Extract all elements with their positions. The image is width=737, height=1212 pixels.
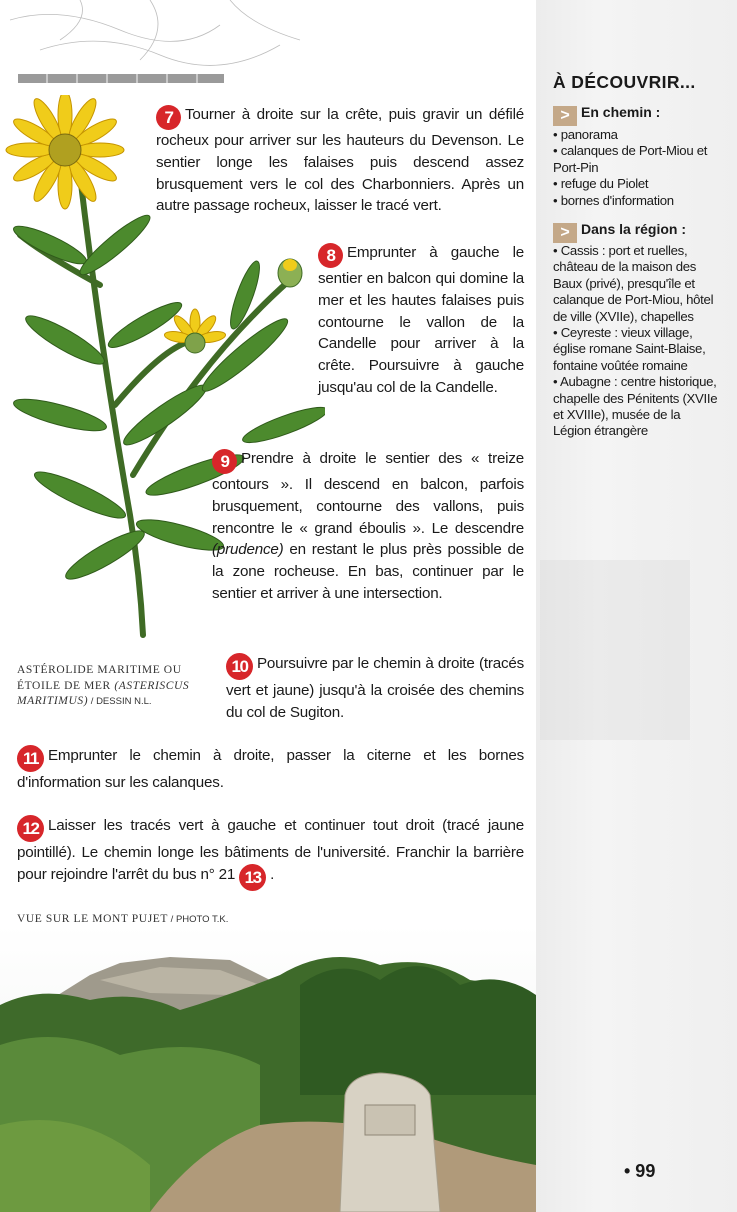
step-number-badge: 8 (318, 243, 343, 268)
step-text: Tourner à droite sur la crête, puis gravir un défilé rocheux pour arriver sur les hauteurs du Devenson. Le sentier longe les falaises puis descend assez brusquement vers le col des Charbonniers. Après un autre passage rocheux, laisser le tracé vert. (156, 106, 524, 215)
step-7 (156, 104, 524, 217)
step-number-badge: 9 (212, 449, 237, 474)
caption-credit: / DESSIN N.L. (88, 696, 152, 707)
step-text: Emprunter à gauche le sentier en balcon qui domine la mer et les hautes falaises puis contourne le vallon de la Candelle pour arriver à la crête. Poursuivre à gauche jusqu'au col de la Candelle. (318, 244, 524, 396)
chevron-icon: > (553, 106, 577, 126)
step-number-badge: 7 (156, 105, 181, 130)
section-heading-label: En chemin : (581, 104, 661, 120)
section-heading-label: Dans la région : (581, 221, 687, 237)
sidebar-list-dans-la-region (553, 243, 718, 440)
step-number-badge: 11 (17, 745, 44, 772)
step-text: Emprunter le chemin à droite, passer la citerne et les bornes d'information sur les calanques. (17, 747, 524, 791)
step-number-badge: 13 (239, 864, 266, 891)
step-number-badge: 12 (17, 815, 44, 842)
list-item: • refuge du Piolet (553, 176, 718, 192)
step-text-emphasis: (prudence) (212, 541, 284, 559)
chevron-icon: > (553, 223, 577, 243)
page-number: • 99 (624, 1161, 656, 1181)
list-item: • Cassis : port et ruelles, château de la maison des Baux (privé), presqu'île et calanque de Port-Miou, hôtel de ville (XVIIe), chapelles (553, 243, 718, 325)
list-item: • Aubagne : centre historique, chapelle des Pénitents (XVIIe et XVIIIe), musée de la Légion étrangère (553, 374, 718, 440)
step-9 (212, 448, 524, 605)
caption-credit: / PHOTO T.K. (168, 914, 229, 925)
step-11 (17, 745, 524, 794)
caption-text: ASTÉROLIDE MARITIME OU ÉTOILE DE MER (17, 664, 182, 692)
list-item: • bornes d'information (553, 193, 718, 209)
caption-text: VUE SUR LE MONT PUJET (17, 913, 169, 925)
step-text: Prendre à droite le sentier des « treize contours ». Il descend en balcon, parfois brusquement, contourne des vallons, puis rencontre le « grand éboulis ». Le descendre (212, 450, 524, 537)
step-text: . (270, 865, 275, 883)
step-8 (318, 242, 524, 399)
step-10 (226, 653, 524, 724)
step-text: Laisser les tracés vert à gauche et continuer tout droit (tracé jaune pointillé). Le chemin longe les bâtiments de l'université. Franchir la barrière pour rejoindre l'arrêt du bus n° 21 (17, 817, 524, 883)
sketch-illustration (0, 0, 330, 70)
section-rule (18, 74, 224, 83)
mont-pujet-photo (0, 925, 536, 1212)
plant-caption (17, 663, 217, 710)
step-text: en restant le plus près possible de la zone rocheuse. En bas, continuer par le sentier et arriver à une intersection. (212, 541, 524, 602)
caption-latin-name: (ASTERISCUS MARITIMUS) (17, 679, 190, 707)
sidebar-section-heading (553, 104, 660, 126)
list-item: • calanques de Port-Miou et Port-Pin (553, 143, 718, 176)
step-number-badge: 10 (226, 653, 253, 680)
sidebar-section-heading (553, 221, 686, 243)
list-item: • panorama (553, 127, 718, 143)
list-item: • Ceyreste : vieux village, église romane Saint-Blaise, fontaine voûtée romaine (553, 325, 718, 374)
step-12 (17, 815, 524, 891)
sidebar-title: À DÉCOUVRIR... (553, 72, 696, 92)
ghost-watermark (540, 560, 690, 740)
step-text: Poursuivre par le chemin à droite (tracés vert et jaune) jusqu'à la croisée des chemins du col de Sugiton. (226, 655, 524, 721)
sidebar-list-en-chemin (553, 127, 718, 209)
